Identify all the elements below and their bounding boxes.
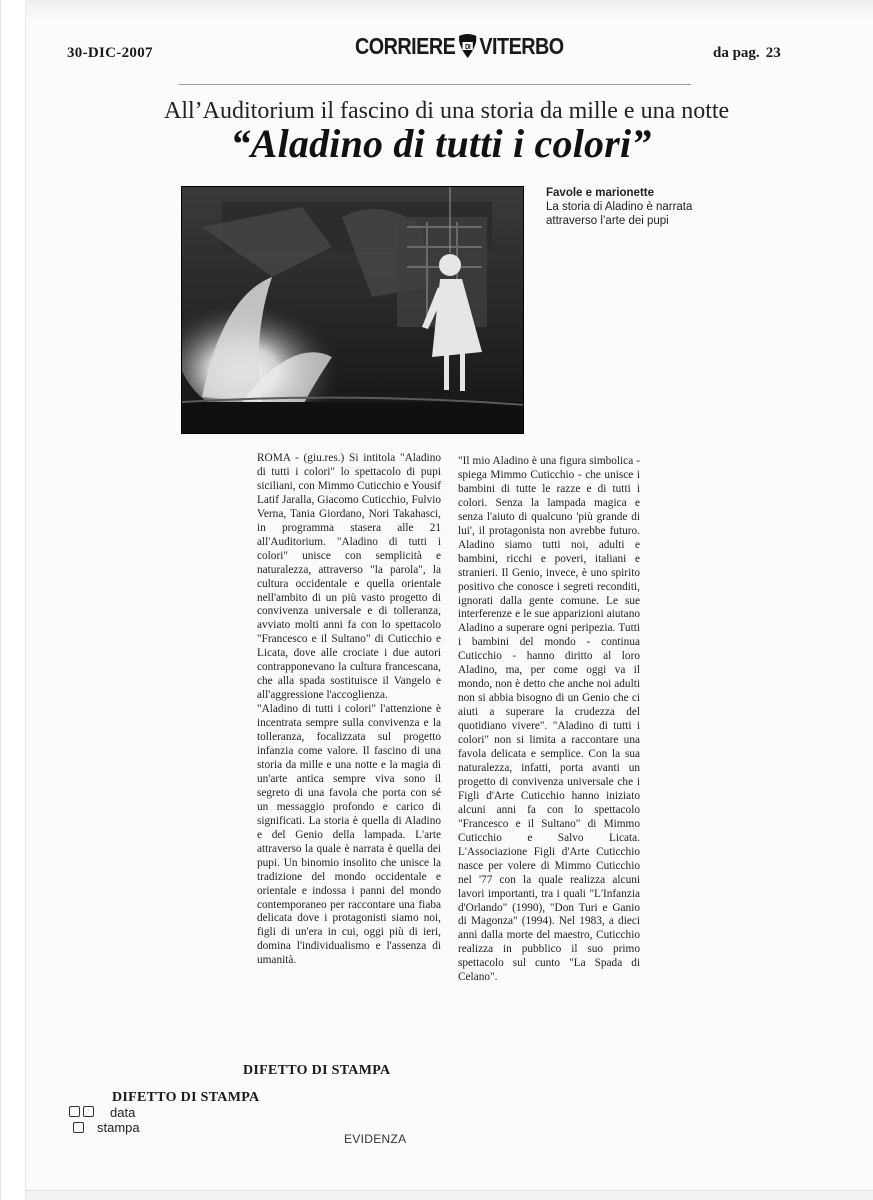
datastampa-logo [68,1104,178,1140]
caption-body: La storia di Aladino è narrata attraverso l’arte dei pupi [546,201,693,227]
masthead-emblem-icon [456,32,478,60]
datastampa-word-data: data [110,1105,136,1120]
paragraph: "Il mio Aladino è una figura simbolica - spiega Mimmo Cuticchio - che unisce i bambini di tutte le razze e di tutti i colori. Senza la lampada magica e senza l'aiuto di qualcuno 'più grande di lui', il protagonista non avrebbe futuro. Aladino siamo tutti noi, adulti e bambini, ricchi e poveri, italiani e stranieri. Il Genio, invece, è uno spirito positivo che conosce i segreti reconditi, ignorati dalla gente comune. Le sue interferenze e le sue apparizioni aiutano Aladino a superare ogni peripezia. Tutti i bambini del mondo - continua Cuticchio - hanno diritto al loro Aladino, ma, per come oggi va il mondo, non è detto che anche noi adulti non si abbia bisogno di un Genio che ci aiuti a superare la crudezza del quotidiano vivere". "Aladino di tutti i colori" non si limita a raccontare una favola delicata e semplice. Con la sua naturalezza, infatti, porta avanti un progetto di convivenza universale che i Figli d'Arte Cuticchio hanno iniziato alcuni anni fa con lo spettacolo "Francesco e il Sultano" di Mimmo Cuticchio e Salvo Licata. L'Associazione Figli d'Arte Cuticchio nasce per volere di Mimmo Cuticchio nel '77 con la quale realizza alcuni lavori importanti, tra i quali "L'Infanzia d'Orlando" (1990), "Don Turi e Ganio di Magonza" (1994). Nel 1983, a dieci anni dalla morte del maestro, Cuticchio realizza in pubblico il suo primo spettacolo sul cunto "La Spada di Celano". [458,455,640,984]
caption-title: Favole e marionette [546,187,655,199]
article-column-1 [257,452,441,968]
article-column-2 [458,455,640,985]
evidenza-label: EVIDENZA [344,1132,407,1146]
scan-top-margin [26,0,873,20]
header-divider [179,84,691,85]
page-reference [713,45,781,62]
masthead-word-corriere: CORRIERE [355,32,456,59]
page-reference-number: 23 [765,45,781,61]
masthead [355,32,564,60]
article-photo [181,186,524,434]
scan-bottom-margin [26,1190,873,1200]
datastampa-square-icon [69,1106,80,1117]
print-defect-notice: DIFETTO DI STAMPA [243,1063,391,1078]
datastampa-square-icon [73,1122,84,1133]
scan-left-margin [1,0,26,1200]
article-kicker: All’Auditorium il fascino di una storia da mille e una notte [164,98,730,124]
page-reference-label: da pag. [713,45,760,61]
paragraph: "Aladino di tutti i colori" l'attenzione è incentrata sempre sulla convivenza e la tolleranza, focalizzata sul progetto infanzia come valore. Il fascino di una storia da mille e una notte e la magia di un'arte antica sempre viva sono il segreto di una favola che porta con sé un messaggio profondo e carico di significati. La storia è quella di Aladino e del Genio della lampada. L'arte attraverso la quale è narrata è quella dei pupi. Un binomio insolito che unisce la tradizione del mondo occidentale e orientale e indossa i panni del mondo contemporaneo per raccontare una fiaba delicata dove i protagonisti siamo noi, figli di un'era in cui, oggi più di ieri, domina l'individualismo e l'assenza di umanità. [257,703,441,967]
photo-caption [546,186,696,228]
print-defect-notice: DIFETTO DI STAMPA [112,1090,260,1105]
masthead-word-viterbo: VITERBO [479,32,564,59]
masthead-emblem-text: DI [464,43,470,52]
puppet-theatre-photo-icon [182,187,524,434]
publication-date: 30-DIC-2007 [67,45,153,61]
datastampa-word-stampa: stampa [97,1120,140,1135]
article-headline: “Aladino di tutti i colori” [230,121,652,166]
datastampa-square-icon [83,1106,94,1117]
paragraph: ROMA - (giu.res.) Si intitola "Aladino di tutti i colori" lo spettacolo di pupi siciliani, con Mimmo Cuticchio e Yousif Latif Jaralla, Giacomo Cuticchio, Fulvio Verna, Tania Giordano, Nori Takahasci, in programma stasera alle 21 all'Auditorium. "Aladino di tutti i colori" unisce con semplicità e naturalezza, attraverso "la parola", la cultura occidentale e quella orientale nell'ambito di un più vasto progetto di convivenza universale e di tolleranza, avviato molti anni fa con lo spettacolo "Francesco e il Sultano" di Cuticchio e Licata, dove alle crociate i due autori contrapponevano la cultura francescana, che alla spada sostituisce il Vangelo e all'aggressione l'accoglienza. [257,452,441,702]
